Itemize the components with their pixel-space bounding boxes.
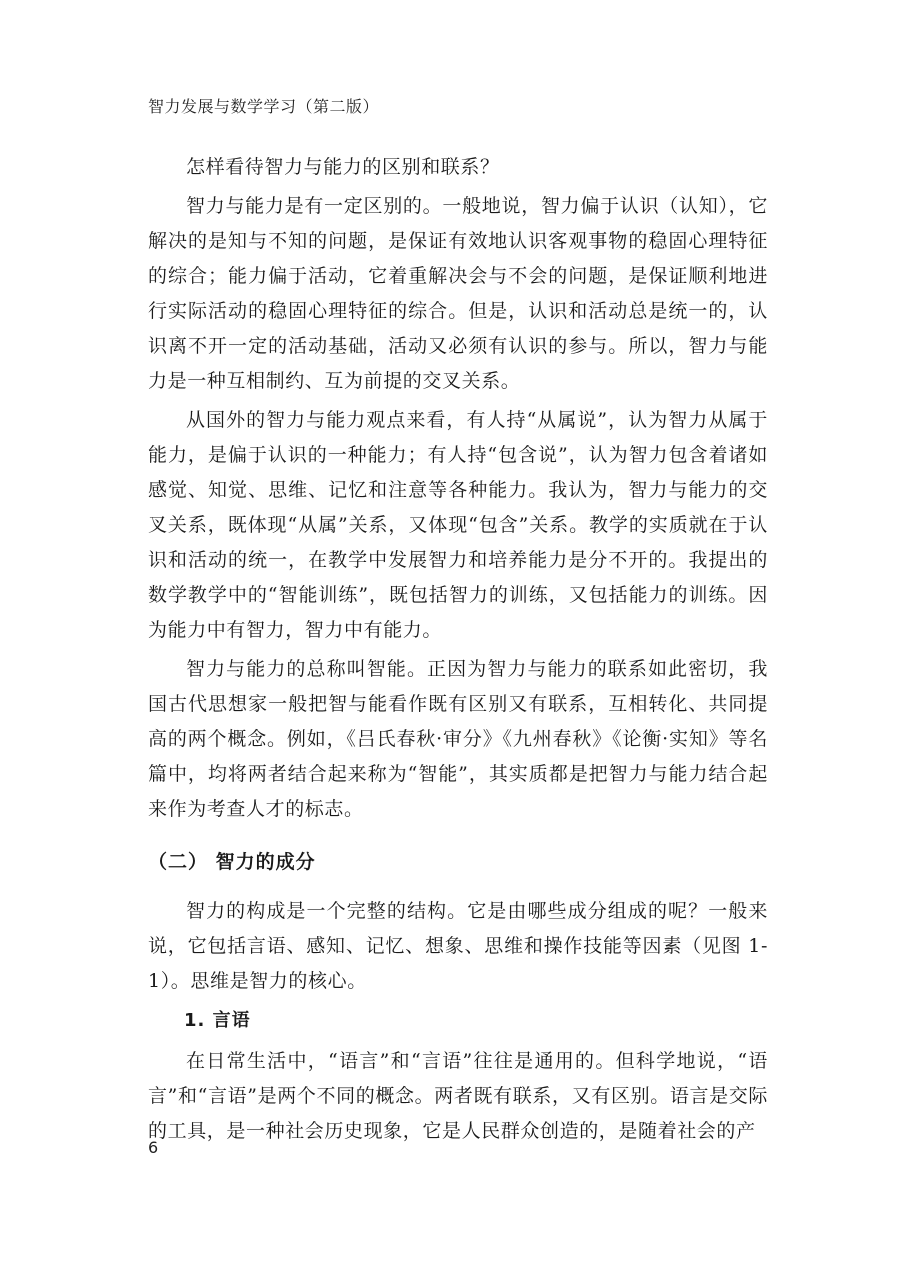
paragraph: 智力与能力是有一定区别的。一般地说，智力偏于认识（认知），它解决的是知与不知的问题，是保证有效地认识客观事物的稳固心理特征的综合；能力偏于活动，它着重解决会与不会的问题，是保证顺利地进行实际活动的稳固心理特征的综合。但是，认识和活动总是统一的，认识离不开一定的活动基础，活动又必须有认识的参与。所以，智力与能力是一种互相制约、互为前提的交叉关系。 xyxy=(148,195,768,392)
sub-heading: 1. 言语 xyxy=(184,1010,251,1031)
body-text xyxy=(148,150,768,1153)
page-number: 6 xyxy=(148,1138,159,1157)
section-heading: （二） 智力的成分 xyxy=(148,851,316,873)
paragraph: 智力与能力的总称叫智能。正因为智力与能力的联系如此密切，我国古代思想家一般把智与能看作既有区别又有联系，互相转化、共同提高的两个概念。例如，《吕氏春秋·审分》《九州春秋》《论衡·实知》等名篇中，均将两者结合起来称为“智能”，其实质都是把智力与能力结合起来作为考查人才的标志。 xyxy=(148,658,768,820)
paragraph: 在日常生活中，“语言”和“言语”往往是通用的。但科学地说，“语言”和“言语”是两个不同的概念。两者既有联系，又有区别。语言是交际的工具，是一种社会历史现象，它是人民群众创造的，是随着社会的产 xyxy=(148,1050,768,1142)
paragraph: 从国外的智力与能力观点来看，有人持“从属说”，认为智力从属于能力，是偏于认识的一种能力；有人持“包含说”，认为智力包含着诸如感觉、知觉、思维、记忆和注意等各种能力。我认为，智力与能力的交叉关系，既体现“从属”关系，又体现“包含”关系。教学的实质就在于认识和活动的统一，在教学中发展智力和培养能力是分不开的。我提出的数学教学中的“智能训练”，既包括智力的训练，又包括能力的训练。因为能力中有智力，智力中有能力。 xyxy=(148,409,768,641)
paragraph: 怎样看待智力与能力的区别和联系？ xyxy=(186,156,500,178)
paragraph: 智力的构成是一个完整的结构。它是由哪些成分组成的呢？一般来说，它包括言语、感知、记忆、想象、思维和操作技能等因素（见图 1-1）。思维是智力的核心。 xyxy=(148,900,768,992)
running-header: 智力发展与数学学习（第二版） xyxy=(148,97,380,116)
